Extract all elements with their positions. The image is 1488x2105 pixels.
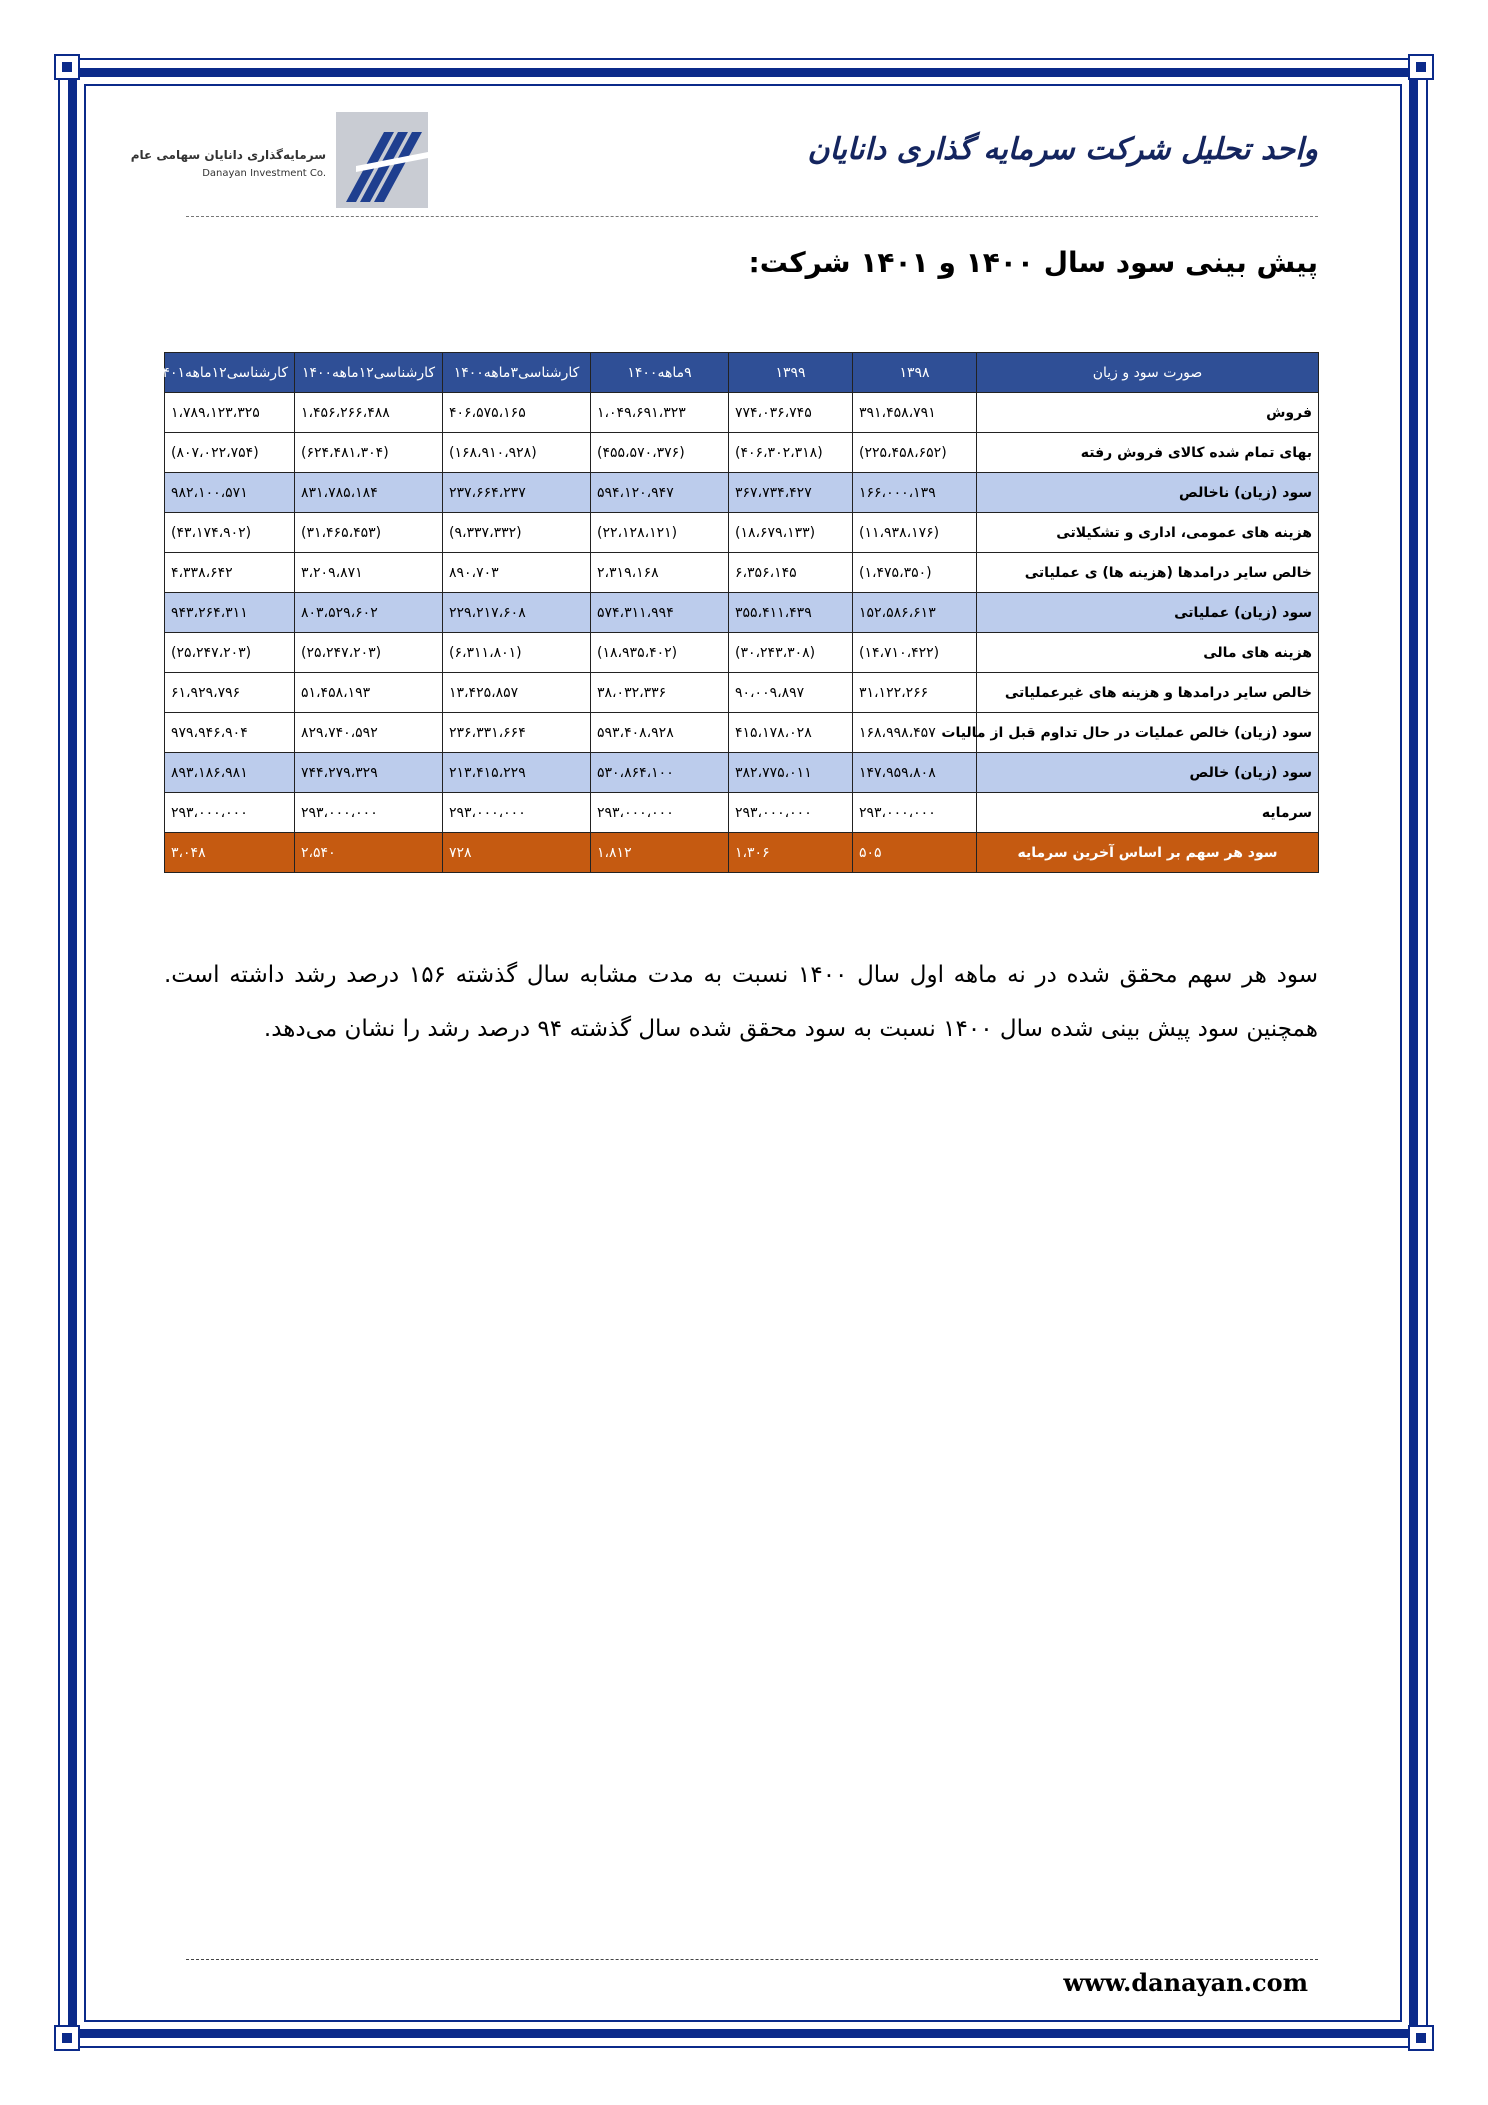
table-cell: ۳۹۱،۴۵۸،۷۹۱ [853,393,977,433]
page-heading: پیش بینی سود سال ۱۴۰۰ و ۱۴۰۱ شرکت: [748,246,1318,279]
row-label: هزینه های عمومی، اداری و تشکیلاتی [977,513,1319,553]
table-cell: ۱،۷۸۹،۱۲۳،۳۲۵ [165,393,295,433]
table-row [165,633,1319,673]
table-cell: ۲۲۹،۲۱۷،۶۰۸ [443,593,591,633]
table-cell: ۱،۳۰۶ [729,833,853,873]
table-cell: ۹۰،۰۰۹،۸۹۷ [729,673,853,713]
table-cell: ۲۳۶،۳۳۱،۶۶۴ [443,713,591,753]
table-cell: (۱۶۸،۹۱۰،۹۲۸) [443,433,591,473]
row-label: سرمایه [977,793,1319,833]
table-cell: (۴۰۶،۳۰۲،۳۱۸) [729,433,853,473]
table-cell: ۳۸،۰۳۲،۳۳۶ [591,673,729,713]
table-row [165,473,1319,513]
table-cell: ۲،۳۱۹،۱۶۸ [591,553,729,593]
table-cell: ۵۱،۴۵۸،۱۹۳ [295,673,443,713]
table-cell: (۱،۴۷۵،۳۵۰) [853,553,977,593]
row-label: سود (زیان) خالص [977,753,1319,793]
column-header: ۹ماهه۱۴۰۰ [591,353,729,393]
table-cell: ۳۵۵،۴۱۱،۴۳۹ [729,593,853,633]
table-cell: ۸۹۳،۱۸۶،۹۸۱ [165,753,295,793]
table-cell: (۱۸،۶۷۹،۱۳۳) [729,513,853,553]
footer-website: www.danayan.com [1063,1968,1308,1997]
column-header: کارشناسی۳ماهه۱۴۰۰ [443,353,591,393]
table-cell: ۲۹۳،۰۰۰،۰۰۰ [853,793,977,833]
table-row [165,393,1319,433]
table-cell: ۴،۳۳۸،۶۴۲ [165,553,295,593]
header-divider [186,216,1318,217]
table-cell: ۱۳،۴۲۵،۸۵۷ [443,673,591,713]
table-header-row [165,353,1319,393]
table-row [165,593,1319,633]
table-cell: ۳۶۷،۷۳۴،۴۲۷ [729,473,853,513]
table-row [165,713,1319,753]
table-cell: ۱۵۲،۵۸۶،۶۱۳ [853,593,977,633]
column-header: کارشناسی۱۲ماهه۱۴۰۱ [165,353,295,393]
table-cell: ۲۱۳،۴۱۵،۲۲۹ [443,753,591,793]
frame-corner-ornament [1408,54,1434,80]
column-header: ۱۳۹۸ [853,353,977,393]
table-cell: ۱۴۷،۹۵۹،۸۰۸ [853,753,977,793]
table-cell: ۸۰۳،۵۲۹،۶۰۲ [295,593,443,633]
row-label: سود (زیان) عملیاتی [977,593,1319,633]
frame-corner-ornament [54,54,80,80]
table-cell: (۸۰۷،۰۲۲،۷۵۴) [165,433,295,473]
table-cell: ۳،۲۰۹،۸۷۱ [295,553,443,593]
table-row [165,753,1319,793]
table-cell: ۶،۳۵۶،۱۴۵ [729,553,853,593]
table-cell: ۷۴۴،۲۷۹،۳۲۹ [295,753,443,793]
table-cell: (۶۲۴،۴۸۱،۳۰۴) [295,433,443,473]
logo-text-english: Danayan Investment Co. [202,168,326,179]
table-cell: ۱۶۶،۰۰۰،۱۳۹ [853,473,977,513]
table-cell: ۲۹۳،۰۰۰،۰۰۰ [729,793,853,833]
table-cell: (۴۳،۱۷۴،۹۰۲) [165,513,295,553]
row-label: بهای تمام شده کالای فروش رفته [977,433,1319,473]
table-cell: ۴۱۵،۱۷۸،۰۲۸ [729,713,853,753]
table-cell: ۳،۰۴۸ [165,833,295,873]
table-cell: (۱۱،۹۳۸،۱۷۶) [853,513,977,553]
table-cell: (۲۲،۱۲۸،۱۲۱) [591,513,729,553]
table-cell: (۴۵۵،۵۷۰،۳۷۶) [591,433,729,473]
table-cell: (۶،۳۱۱،۸۰۱) [443,633,591,673]
table-cell: ۱،۰۴۹،۶۹۱،۳۲۳ [591,393,729,433]
table-row [165,553,1319,593]
table-cell: ۸۳۱،۷۸۵،۱۸۴ [295,473,443,513]
table-cell: ۸۲۹،۷۴۰،۵۹۲ [295,713,443,753]
table-cell: (۲۲۵،۴۵۸،۶۵۲) [853,433,977,473]
frame-corner-ornament [1408,2025,1434,2051]
row-label: سود (زیان) ناخالص [977,473,1319,513]
table-cell: ۱،۴۵۶،۲۶۶،۴۸۸ [295,393,443,433]
table-cell: ۲۹۳،۰۰۰،۰۰۰ [165,793,295,833]
table-row [165,433,1319,473]
table-cell: ۵۹۳،۴۰۸،۹۲۸ [591,713,729,753]
header-title: واحد تحلیل شرکت سرمایه گذاری دانایان [807,132,1318,167]
table-cell: (۹،۳۳۷،۳۳۲) [443,513,591,553]
row-label: خالص سایر درامدها (هزینه ها) ی عملیاتی [977,553,1319,593]
frame-corner-ornament [54,2025,80,2051]
eps-row [165,833,1319,873]
profit-loss-table [154,352,1319,873]
row-label: خالص سایر درامدها و هزینه های غیرعملیاتی [977,673,1319,713]
table-cell: ۹۷۹،۹۴۶،۹۰۴ [165,713,295,753]
table-cell: (۳۰،۲۴۳،۳۰۸) [729,633,853,673]
table-cell: (۱۴،۷۱۰،۴۲۲) [853,633,977,673]
table-cell: (۲۵،۲۴۷،۲۰۳) [295,633,443,673]
company-logo [130,112,426,208]
analysis-paragraph: سود هر سهم محقق شده در نه ماهه اول سال ۱۴۰۰ نسبت به مدت مشابه سال گذشته ۱۵۶ درصد رشد داشته است. همچنین سود پیش بینی شده سال ۱۴۰۰ نسبت به سود محقق شده سال گذشته ۹۴ درصد رشد را نشان می‌دهد. [164,962,1318,1042]
column-header: صورت سود و زیان [977,353,1319,393]
table-cell: (۲۵،۲۴۷،۲۰۳) [165,633,295,673]
table-cell: ۸۹۰،۷۰۳ [443,553,591,593]
table-cell: ۳۸۲،۷۷۵،۰۱۱ [729,753,853,793]
table-row [165,793,1319,833]
table-cell: ۲۳۷،۶۶۴،۲۳۷ [443,473,591,513]
row-label: سود (زیان) خالص عملیات در حال تداوم قبل از مالیات [977,713,1319,753]
row-label: سود هر سهم بر اساس آخرین سرمایه [977,833,1319,873]
table-cell: ۲۹۳،۰۰۰،۰۰۰ [443,793,591,833]
table-cell: ۹۴۳،۲۶۴،۳۱۱ [165,593,295,633]
table-cell: (۱۸،۹۳۵،۴۰۲) [591,633,729,673]
table-row [165,673,1319,713]
table-cell: ۵۳۰،۸۶۴،۱۰۰ [591,753,729,793]
table-cell: (۳۱،۴۶۵،۴۵۳) [295,513,443,553]
table-row [165,513,1319,553]
table-cell: ۲،۵۴۰ [295,833,443,873]
table-cell: ۹۸۲،۱۰۰،۵۷۱ [165,473,295,513]
table-cell: ۱،۸۱۲ [591,833,729,873]
table-cell: ۲۹۳،۰۰۰،۰۰۰ [295,793,443,833]
logo-mark-icon [336,112,428,208]
table-cell: ۵۷۴،۳۱۱،۹۹۴ [591,593,729,633]
row-label: هزینه های مالی [977,633,1319,673]
table-cell: ۵۹۴،۱۲۰،۹۴۷ [591,473,729,513]
table-cell: ۷۷۴،۰۳۶،۷۴۵ [729,393,853,433]
table-cell: ۱۶۸،۹۹۸،۴۵۷ [853,713,977,753]
table-cell: ۲۹۳،۰۰۰،۰۰۰ [591,793,729,833]
row-label: فروش [977,393,1319,433]
footer-divider [186,1959,1318,1960]
table-cell: ۷۲۸ [443,833,591,873]
column-header: ۱۳۹۹ [729,353,853,393]
logo-text-persian: سرمایه‌گذاری دانایان سهامی عام [130,148,326,162]
column-header: کارشناسی۱۲ماهه۱۴۰۰ [295,353,443,393]
table-cell: ۵۰۵ [853,833,977,873]
table-cell: ۳۱،۱۲۲،۲۶۶ [853,673,977,713]
table-cell: ۴۰۶،۵۷۵،۱۶۵ [443,393,591,433]
table-cell: ۶۱،۹۲۹،۷۹۶ [165,673,295,713]
